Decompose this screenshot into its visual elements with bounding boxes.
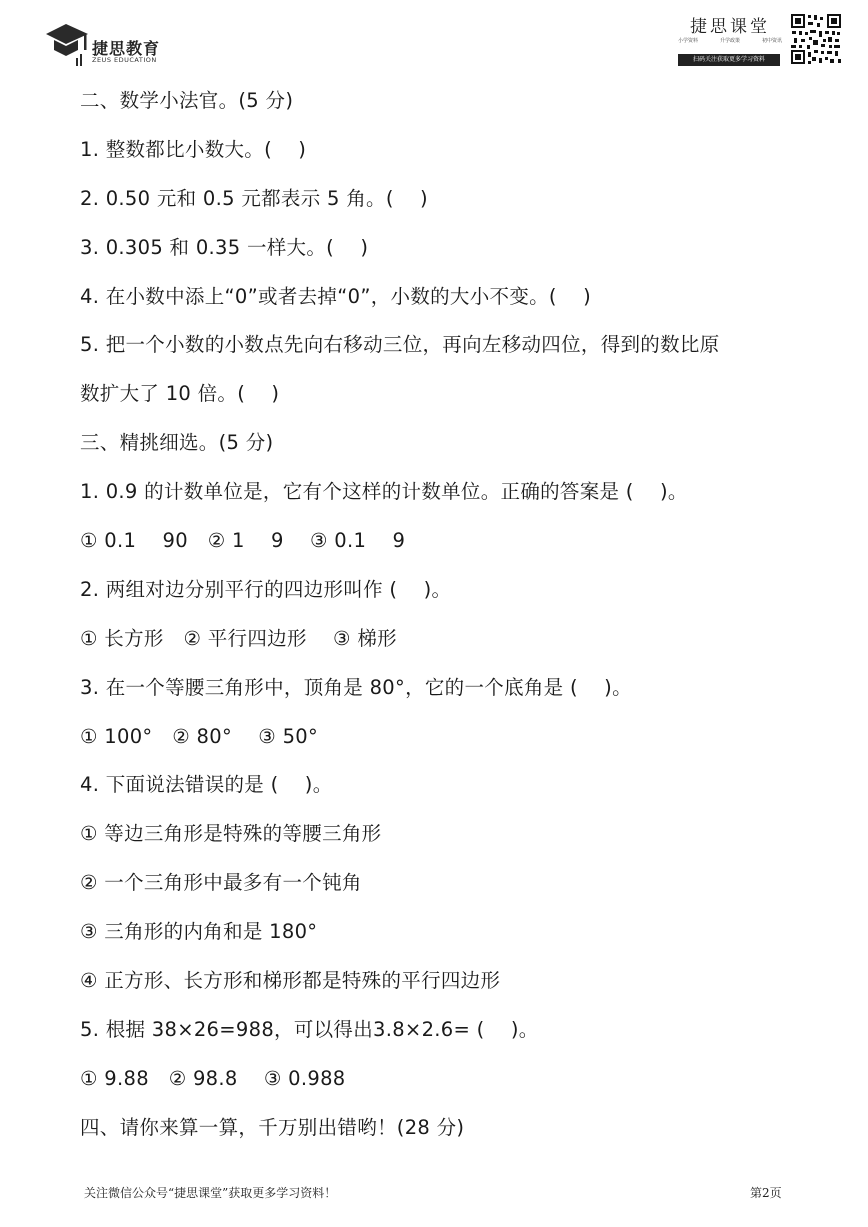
page-header <box>0 0 868 80</box>
zeus-education-logo <box>44 20 194 68</box>
footer-note: 关注微信公众号“捷思课堂”获取更多学习资料！ <box>84 1186 337 1200</box>
question-line: 1. 整数都比小数大。( ) <box>80 137 307 161</box>
page-footer <box>0 1184 868 1208</box>
section-heading: 三、精挑细选。(5 分) <box>80 431 274 455</box>
question-line: 1. 0.9 的计数单位是，它有个这样的计数单位。正确的答案是 ( )。 <box>80 480 688 504</box>
section-heading: 二、数学小法官。(5 分) <box>80 89 294 112</box>
brand-tag: 初中资讯 <box>761 38 782 44</box>
question-line: 数扩大了 10 倍。( ) <box>80 382 280 406</box>
answer-option: ④ 正方形、长方形和梯形都是特殊的平行四边形 <box>80 969 501 993</box>
answer-option: ② 一个三角形中最多有一个钝角 <box>80 871 362 895</box>
question-line: 5. 根据 38×26=988，可以得出3.8×2.6= ( )。 <box>80 1017 539 1041</box>
question-line: 4. 下面说法错误的是 ( )。 <box>80 773 333 797</box>
answer-options: ① 长方形 ② 平行四边形 ③ 梯形 <box>80 626 397 650</box>
question-line: 2. 0.50 元和 0.5 元都表示 5 角。( ) <box>80 186 428 210</box>
section-heading: 四、请你来算一算，千万别出错哟！(28 分) <box>80 1115 465 1139</box>
brand-block <box>676 12 784 70</box>
qr-code-icon[interactable] <box>790 13 842 65</box>
answer-option: ① 等边三角形是特殊的等腰三角形 <box>80 822 382 846</box>
worksheet-content <box>80 83 820 1159</box>
brand-title: 捷思课堂 <box>690 17 770 37</box>
question-line: 3. 0.305 和 0.35 一样大。( ) <box>80 235 369 259</box>
answer-options: ① 9.88 ② 98.8 ③ 0.988 <box>80 1066 346 1090</box>
logo-subtitle: ZEUS EDUCATION <box>92 56 157 64</box>
brand-tags <box>678 37 782 44</box>
logo-name: 捷思教育 <box>92 39 161 58</box>
question-line: 3. 在一个等腰三角形中，顶角是 80°，它的一个底角是 ( )。 <box>80 675 632 699</box>
question-line: 2. 两组对边分别平行的四边形叫作 ( )。 <box>80 577 452 601</box>
page-number: 第2页 <box>750 1186 782 1200</box>
question-line: 4. 在小数中添上“0”或者去掉“0”，小数的大小不变。( ) <box>80 284 592 308</box>
brand-tag: 小学资料 <box>678 38 699 44</box>
question-line: 5. 把一个小数的小数点先向右移动三位，再向左移动四位，得到的数比原 <box>80 333 720 357</box>
answer-options: ① 100° ② 80° ③ 50° <box>80 724 319 748</box>
answer-options: ① 0.1 90 ② 1 9 ③ 0.1 9 <box>80 529 406 553</box>
graduation-cap-icon <box>44 20 90 68</box>
brand-bar: 扫码关注获取更多学习资料 <box>678 54 780 66</box>
brand-tag: 升学政策 <box>719 38 740 44</box>
answer-option: ③ 三角形的内角和是 180° <box>80 920 318 944</box>
